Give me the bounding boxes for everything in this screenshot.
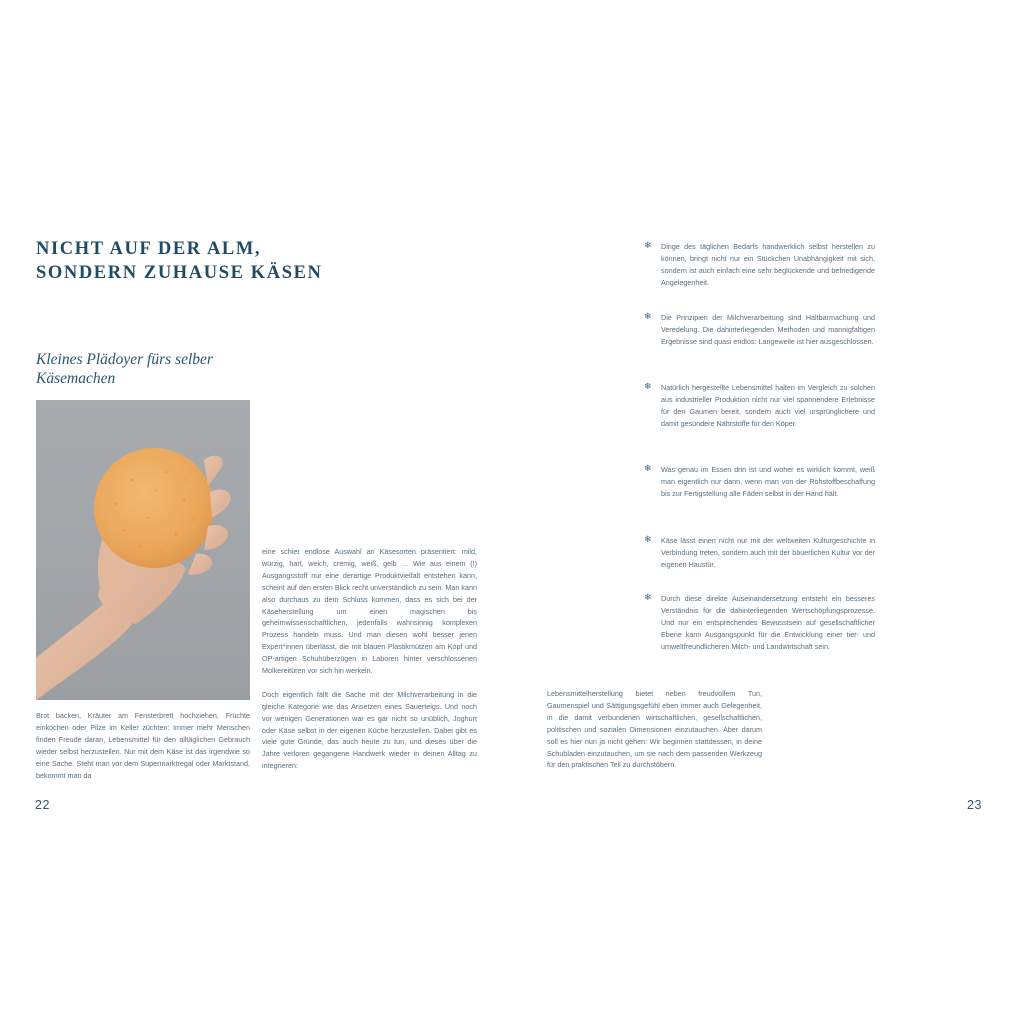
benefit-text: Durch diese direkte Auseinandersetzung entsteht ein besseres Verständnis für die dahinterliegenden Wertschöpfungsprozesse. Und nur ein entsprechendes Bewusstsein auf gesellschaftlicher Ebene kann Ausgangspunkt für die Entwicklung einer tier- und umweltfreundlicheren Milch- und Landwirtschaft sein.	[661, 594, 875, 651]
snowflake-icon: ❄	[644, 240, 652, 250]
benefit-text: Käse lässt einen nicht nur mit der weltweiten Kulturgeschichte in Verbindung treten, sondern auch mit der bäuerlichen Kultur vor der eigenen Haustür.	[661, 536, 875, 569]
body-paragraph: eine schier endlose Auswahl an Käsesorten präsentiert: mild, würzig, hart, weich, cremig, weiß, gelb … Wie aus einem (!) Ausgangsstoff nur eine derartige Produktvielfalt entstehen kann, scheint auf den ersten Blick recht unverständlich zu sein. Man kann also durchaus zu dem Schluss kommen, dass es sich bei der Käseherstellung um einen magischen bis geheimwissenschaftlichen, jedenfalls wahnsinnig komplexen Prozess handeln muss. Und man diesen wohl besser jenen Expert*innen überlässt, die mit blauen Plastikmützen am Kopf und OP-artigen Schuhüberzügen in Laboren hinter verschlossenen Molkereitüren vor sich hin werkeln.	[262, 547, 477, 676]
body-paragraph: Lebensmittelherstellung bietet neben freudvollem Tun, Gaumenspiel und Sättigungsgefühl eben immer auch Gelegenheit, in die damit verbundenen wirtschaftlichen, gesellschaftlichen, politischen und sozialen Dimensionen einzutauchen. Aber darum soll es hier nun ja nicht gehen: Wir beginnen stattdessen, in deine Schubladen einzutauchen, um sie nach dem passenden Werkzeug für den praktischen Teil zu durchstöbern.	[547, 689, 762, 770]
cheese-photo	[36, 400, 250, 700]
chapter-title-line-2: SONDERN ZUHAUSE KÄSEN	[36, 263, 323, 283]
benefit-text: Dinge des täglichen Bedarfs handwerklich selbst herstellen zu können, bringt nicht nur ein Stückchen Unabhängigkeit mit sich, sondern ist auch einfach eine sehr beglückende und befriedigende Angelegenheit.	[661, 242, 875, 287]
benefit-text: Was genau im Essen drin ist und woher es wirklich kommt, weiß man eigentlich nur dann, wenn man von der Rohstoffbeschaffung bis zur Fertigstellung alle Fäden selbst in der Hand hält.	[661, 465, 875, 498]
page-number-left: 22	[35, 798, 50, 812]
snowflake-icon: ❄	[644, 592, 652, 602]
snowflake-icon: ❄	[644, 534, 652, 544]
snowflake-icon: ❄	[644, 463, 652, 473]
hand-holding-cheese-icon	[36, 400, 250, 700]
page-number-right: 23	[967, 798, 982, 812]
body-paragraph: Brot backen, Kräuter am Fensterbrett hochziehen, Früchte einkochen oder Pilze im Keller züchten: Immer mehr Menschen finden Freude daran, Lebensmittel für den alltäglichen Gebrauch wieder selbst herzustellen. Nur mit dem Käse ist das irgendwie so eine Sache. Steht man vor dem Supermarktregal oder Marktstand, bekommt man da	[36, 711, 250, 780]
chapter-title-line-1: NICHT AUF DER ALM,	[36, 239, 262, 259]
body-column-1	[36, 710, 250, 781]
snowflake-icon: ❄	[644, 381, 652, 391]
body-column-3	[547, 688, 762, 771]
snowflake-icon: ❄	[644, 311, 652, 321]
benefit-text: Die Prinzipien der Milchverarbeitung sind Haltbarmachung und Veredelung. Die dahinterliegenden Methoden und mannigfaltigen Ergebnisse sind quasi endlos: Langeweile ist hier ausgeschlossen.	[661, 313, 875, 346]
chapter-subtitle: Kleines Plädoyer fürs selber Käsemachen	[36, 351, 213, 387]
body-column-2	[262, 546, 477, 772]
body-paragraph: Doch eigentlich fällt die Sache mit der Milchverarbeitung in die gleiche Kategorie wie das Ansetzen eines Sauerteigs. Und noch vor wenigen Generationen war es gar nicht so unüblich, Joghurt oder Käse selbst in der eigenen Küche herzustellen. Dabei gibt es viele gute Gründe, das auch heute zu tun, und dieses über die Jahre verloren gegangene Handwerk wieder in deinen Alltag zu integrieren:	[262, 689, 477, 771]
chapter-title	[36, 237, 366, 285]
benefit-text: Natürlich hergestellte Lebensmittel halten im Vergleich zu solchen aus industrieller Produktion nicht nur viel spannendere Erlebnisse für den Gaumen bereit, sondern auch viel ursprünglichere und damit gesündere Nährstoffe für den Köper.	[661, 383, 875, 428]
